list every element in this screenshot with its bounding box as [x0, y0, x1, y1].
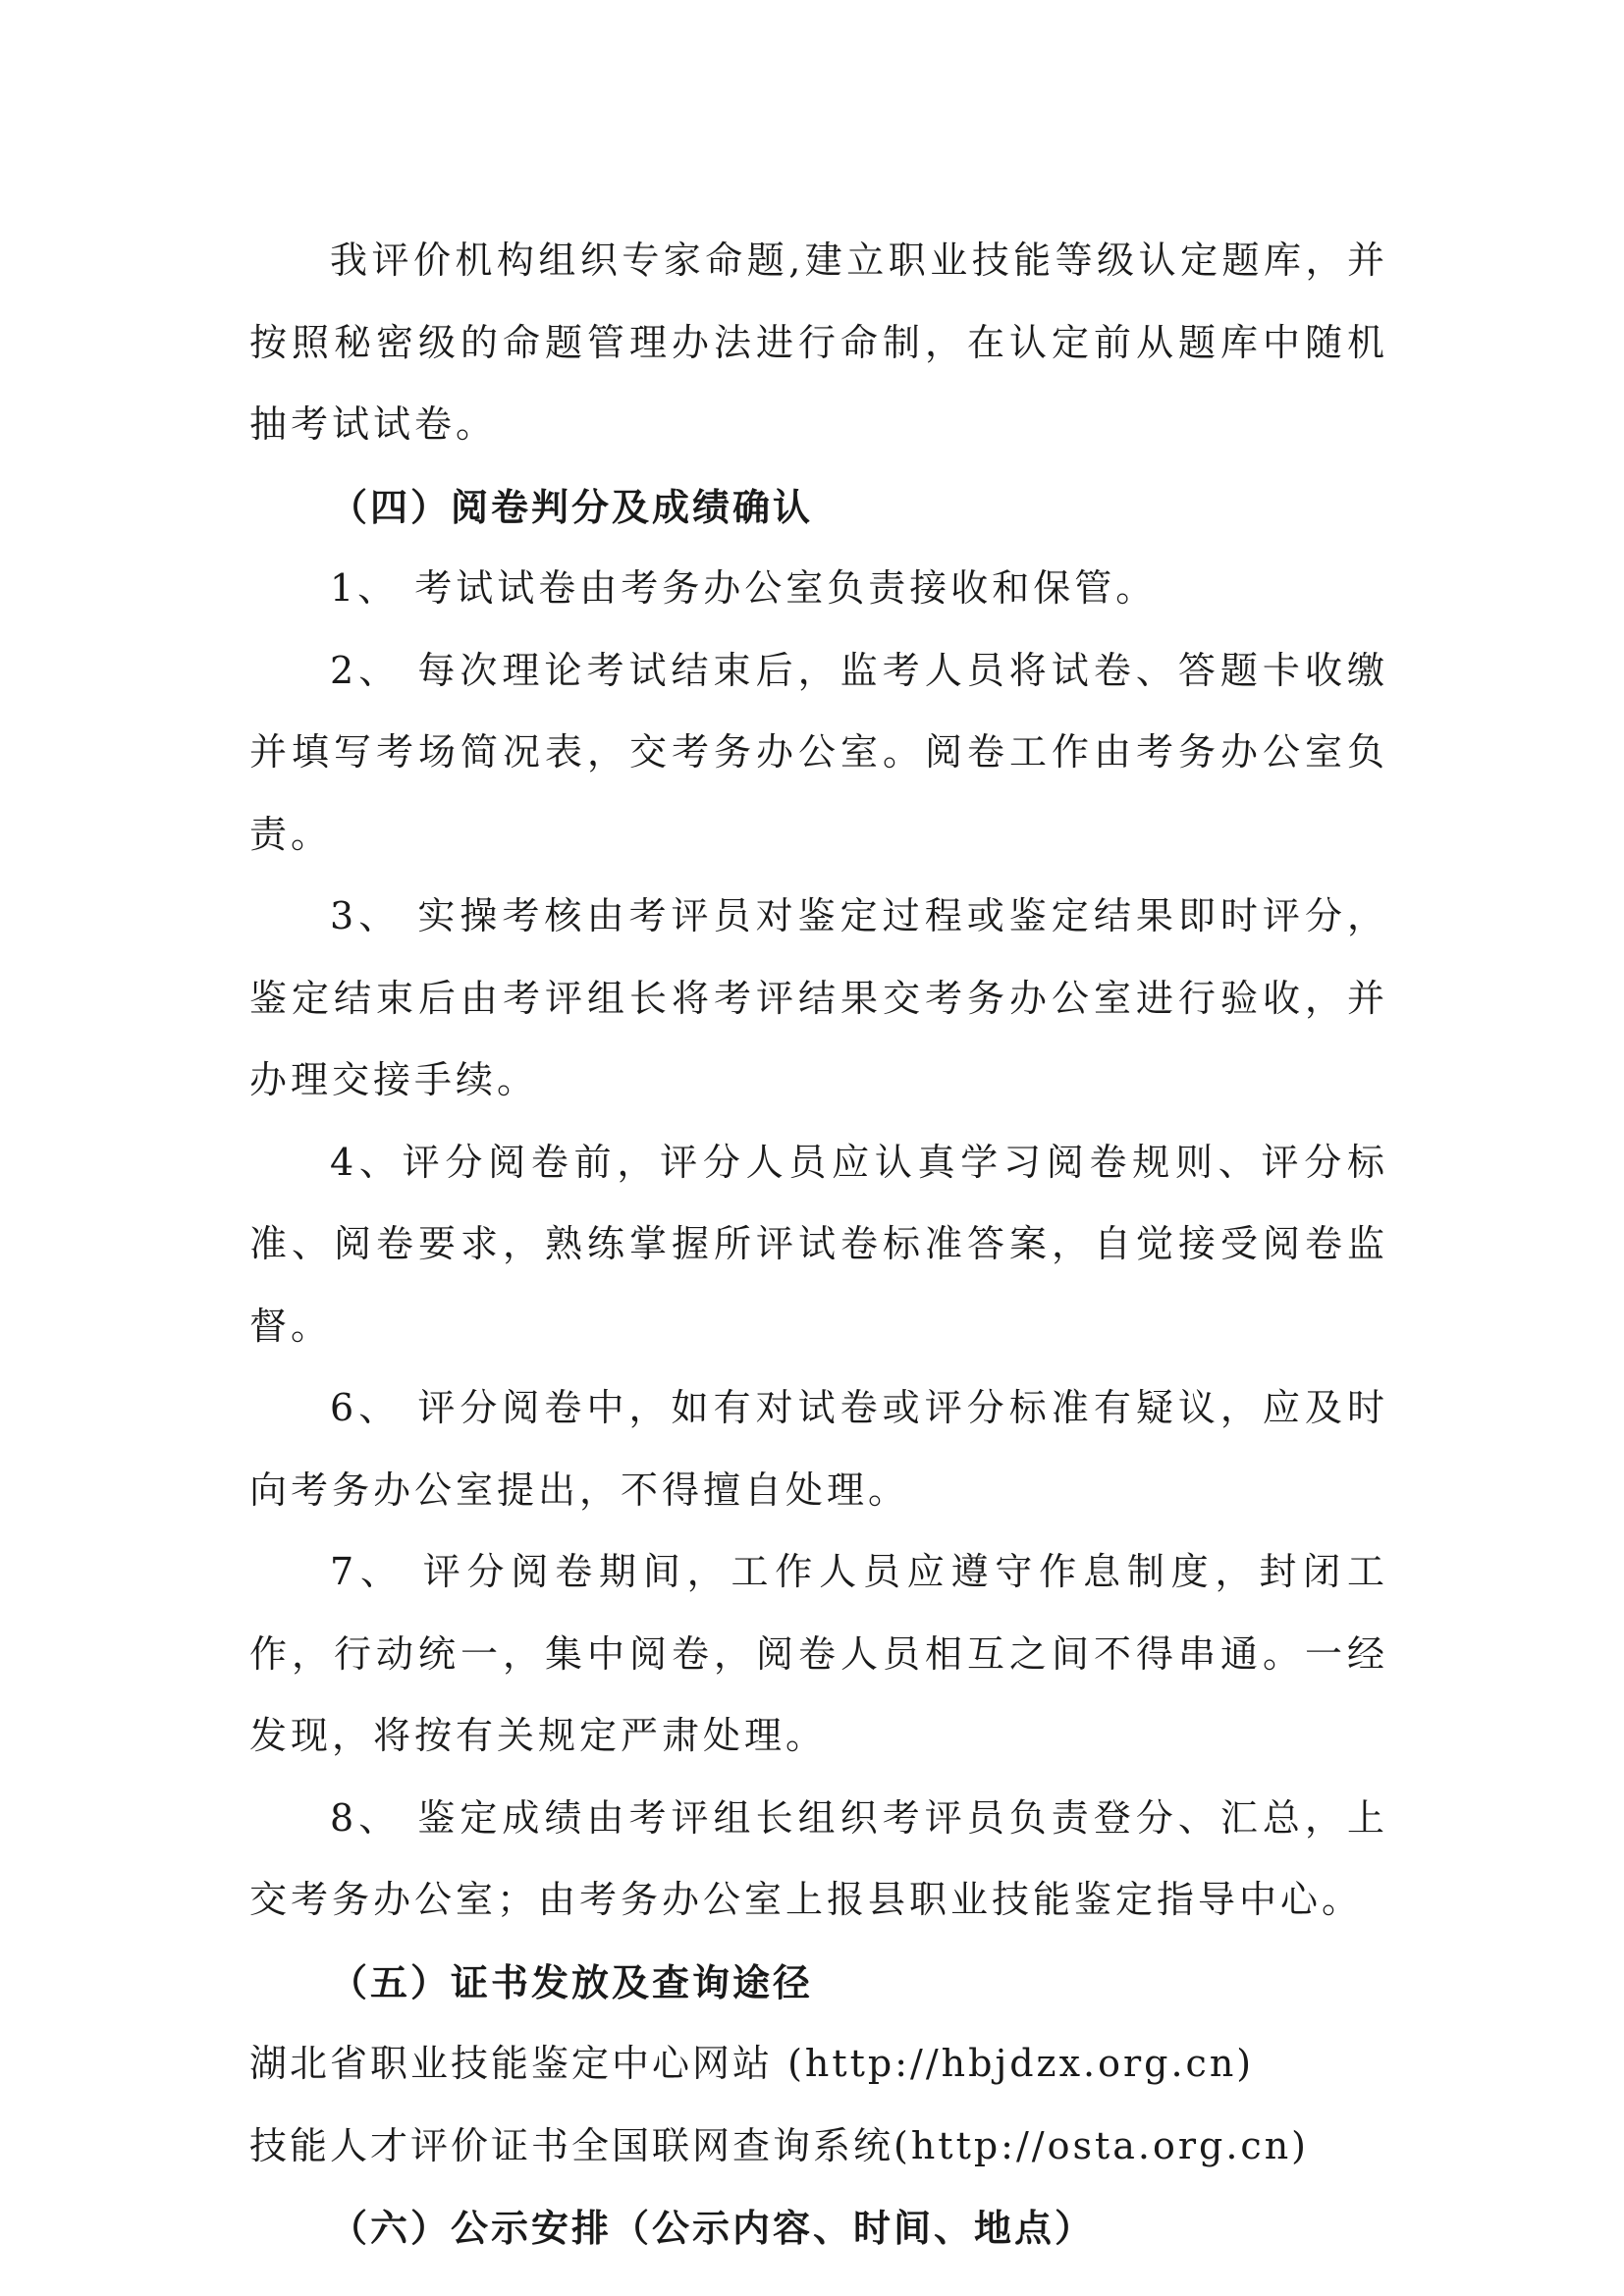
paragraph-question-bank: 我评价机构组织专家命题,建立职业技能等级认定题库，并按照秘密级的命题管理办法进行命制，在认定前从题库中随机抽考试试卷。	[249, 239, 1388, 446]
paragraph-item-6: 6、 评分阅卷中，如有对试卷或评分标准有疑议，应及时向考务办公室提出，不得擅自处理。	[249, 1386, 1388, 1512]
paragraph-item-8: 8、 鉴定成绩由考评组长组织考评员负责登分、汇总，上交考务办公室；由考务办公室上报县职业技能鉴定指导中心。	[249, 1795, 1388, 1921]
document-body	[249, 220, 1388, 2269]
paragraph-item-1: 1、 考试试卷由考务办公室负责接收和保管。	[330, 566, 1158, 610]
paragraph-item-4: 4、评分阅卷前，评分人员应认真学习阅卷规则、评分标准、阅卷要求，熟练掌握所评试卷标准答案，自觉接受阅卷监督。	[249, 1140, 1388, 1348]
section-heading-certificate: （五）证书发放及查询途径	[330, 1959, 814, 2004]
link-national-query: 技能人才评价证书全国联网查询系统(http://osta.org.cn)	[249, 2123, 1309, 2167]
paragraph-item-3: 3、 实操考核由考评员对鉴定过程或鉴定结果即时评分，鉴定结束后由考评组长将考评结果交考务办公室进行验收，并办理交接手续。	[249, 894, 1388, 1101]
paragraph-item-7: 7、 评分阅卷期间，工作人员应遵守作息制度，封闭工作，行动统一，集中阅卷，阅卷人员相互之间不得串通。一经发现，将按有关规定严肃处理。	[249, 1550, 1388, 1757]
link-hubei-center: 湖北省职业技能鉴定中心网站 (http://hbjdzx.org.cn)	[249, 2042, 1255, 2085]
paragraph-item-2: 2、 每次理论考试结束后，监考人员将试卷、答题卡收缴并填写考场简况表，交考务办公室。阅卷工作由考务办公室负责。	[249, 648, 1388, 856]
section-heading-publicity: （六）公示安排（公示内容、时间、地点）	[330, 2206, 1096, 2250]
section-heading-grading: （四）阅卷判分及成绩确认	[330, 484, 814, 529]
